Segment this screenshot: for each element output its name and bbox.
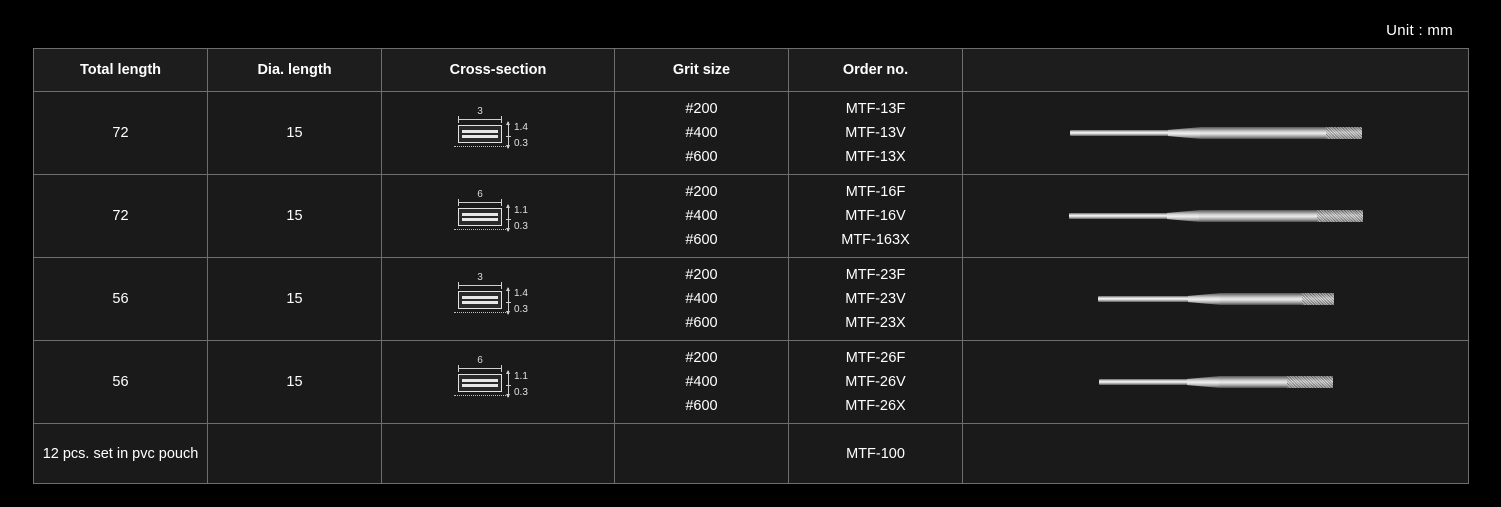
grit-size-value: #200 (685, 184, 718, 200)
grit-size-value: #200 (685, 350, 718, 366)
order-no-value: MTF-13F (845, 101, 906, 117)
cell-total-length: 56 (34, 258, 208, 341)
product-illustration (1069, 210, 1363, 222)
tool-grit-tip (1287, 376, 1333, 388)
cell-product-image (963, 92, 1469, 175)
cross-section-diagram (444, 271, 552, 327)
tool-blade (1199, 210, 1319, 222)
table-header-row (34, 49, 1469, 92)
cross-width-dimension-line (458, 119, 502, 120)
table-row (34, 175, 1469, 258)
table-row (34, 424, 1469, 484)
cell-total-length: 56 (34, 341, 208, 424)
cross-baseline-dots (454, 229, 506, 231)
cross-height-dimension (506, 371, 550, 403)
cell-total-length: 72 (34, 175, 208, 258)
grit-size-value: #600 (685, 232, 718, 248)
cell-total-length: 12 pcs. set in pvc pouch (34, 424, 208, 484)
grit-size-value: #200 (685, 101, 718, 117)
cross-height-dimension (506, 122, 550, 154)
cell-total-length: 72 (34, 92, 208, 175)
product-illustration (1099, 376, 1333, 388)
order-no-value: MTF-26X (845, 398, 906, 414)
grit-size-value: #400 (685, 208, 718, 224)
cross-bar-top (462, 296, 498, 299)
tool-grit-tip (1302, 293, 1334, 305)
tool-shank (1098, 296, 1190, 302)
cross-height-arrow (508, 288, 509, 314)
cross-bar-bottom (462, 384, 498, 387)
product-illustration (1070, 127, 1362, 139)
cell-cross-section (382, 341, 615, 424)
cross-bar-top (462, 130, 498, 133)
cell-cross-section (382, 424, 615, 484)
cell-cross-section (382, 258, 615, 341)
tool-blade (1220, 293, 1304, 305)
cell-dia-length: 15 (208, 258, 382, 341)
cell-dia-length: 15 (208, 341, 382, 424)
cell-product-image (963, 258, 1469, 341)
cell-product-image (963, 424, 1469, 484)
cross-height-bottom-label: 0.3 (514, 304, 528, 315)
cell-dia-length: 15 (208, 175, 382, 258)
cell-product-image (963, 175, 1469, 258)
cross-bar-top (462, 213, 498, 216)
cell-cross-section (382, 175, 615, 258)
order-no-value: MTF-13X (845, 149, 906, 165)
order-no-value: MTF-26V (845, 374, 906, 390)
table-row (34, 258, 1469, 341)
order-no-value: MTF-13V (845, 125, 906, 141)
tool-taper (1167, 210, 1201, 222)
order-no-value: MTF-23V (845, 291, 906, 307)
tool-grit-tip (1326, 127, 1362, 139)
cell-order-no (789, 341, 963, 424)
cross-height-arrow (508, 205, 509, 231)
grit-size-value: #400 (685, 374, 718, 390)
cross-baseline-dots (454, 395, 506, 397)
cross-height-tick (506, 219, 511, 220)
table-row (34, 341, 1469, 424)
cross-height-bottom-label: 0.3 (514, 138, 528, 149)
grit-size-value: #600 (685, 315, 718, 331)
grit-size-value: #200 (685, 267, 718, 283)
column-header-image (963, 49, 1469, 92)
cross-width-label: 6 (477, 355, 483, 366)
cell-order-no (789, 258, 963, 341)
cross-height-top-label: 1.1 (514, 371, 528, 382)
grit-size-value: #400 (685, 125, 718, 141)
order-no-value: MTF-23F (845, 267, 906, 283)
tool-blade (1200, 127, 1328, 139)
cell-product-image (963, 341, 1469, 424)
cross-width-label: 6 (477, 189, 483, 200)
column-header-grit-size: Grit size (615, 49, 789, 92)
tool-shank (1099, 379, 1189, 385)
order-no-value: MTF-16V (845, 208, 906, 224)
cell-grit-size (615, 341, 789, 424)
specification-table (33, 48, 1469, 484)
cell-order-no: MTF-100 (789, 424, 963, 484)
order-no-value: MTF-26F (845, 350, 906, 366)
grit-size-value: #600 (685, 398, 718, 414)
cell-grit-size (615, 424, 789, 484)
tool-taper (1188, 293, 1222, 305)
cross-height-top-label: 1.1 (514, 205, 528, 216)
cross-bar-bottom (462, 218, 498, 221)
cross-height-tick (506, 136, 511, 137)
cross-height-tick (506, 302, 511, 303)
tool-blade (1219, 376, 1289, 388)
cell-dia-length: 15 (208, 92, 382, 175)
column-header-cross-section: Cross-section (382, 49, 615, 92)
cell-order-no (789, 92, 963, 175)
cross-bar-bottom (462, 135, 498, 138)
order-no-value: MTF-163X (841, 232, 910, 248)
cross-width-dimension-line (458, 285, 502, 286)
order-no-value: MTF-23X (845, 315, 906, 331)
grit-size-value: #400 (685, 291, 718, 307)
cell-grit-size (615, 175, 789, 258)
unit-note: Unit : mm (1386, 22, 1453, 39)
cross-baseline-dots (454, 146, 506, 148)
column-header-total-length: Total length (34, 49, 208, 92)
cross-height-bottom-label: 0.3 (514, 221, 528, 232)
table-row (34, 92, 1469, 175)
product-illustration (1098, 293, 1334, 305)
cross-height-arrow (508, 122, 509, 148)
cell-grit-size (615, 258, 789, 341)
cross-height-bottom-label: 0.3 (514, 387, 528, 398)
cross-body-shape (458, 125, 502, 143)
order-no-value: MTF-16F (845, 184, 906, 200)
cross-height-top-label: 1.4 (514, 122, 528, 133)
cell-order-no (789, 175, 963, 258)
tool-taper (1168, 127, 1202, 139)
cross-baseline-dots (454, 312, 506, 314)
tool-grit-tip (1317, 210, 1363, 222)
cross-height-top-label: 1.4 (514, 288, 528, 299)
cross-height-dimension (506, 288, 550, 320)
cross-section-diagram (444, 354, 552, 410)
column-header-order-no: Order no. (789, 49, 963, 92)
tool-shank (1070, 130, 1170, 136)
cross-section-diagram (444, 188, 552, 244)
tool-shank (1069, 213, 1169, 219)
cell-dia-length (208, 424, 382, 484)
grit-size-value: #600 (685, 149, 718, 165)
cross-height-dimension (506, 205, 550, 237)
cell-cross-section (382, 92, 615, 175)
cross-width-label: 3 (477, 106, 483, 117)
column-header-dia-length: Dia. length (208, 49, 382, 92)
cell-grit-size (615, 92, 789, 175)
cross-width-dimension-line (458, 202, 502, 203)
cross-height-tick (506, 385, 511, 386)
cross-width-label: 3 (477, 272, 483, 283)
tool-taper (1187, 376, 1221, 388)
cross-body-shape (458, 374, 502, 392)
cross-width-dimension-line (458, 368, 502, 369)
cross-body-shape (458, 208, 502, 226)
cross-bar-bottom (462, 301, 498, 304)
cross-section-diagram (444, 105, 552, 161)
cross-body-shape (458, 291, 502, 309)
cross-bar-top (462, 379, 498, 382)
cross-height-arrow (508, 371, 509, 397)
